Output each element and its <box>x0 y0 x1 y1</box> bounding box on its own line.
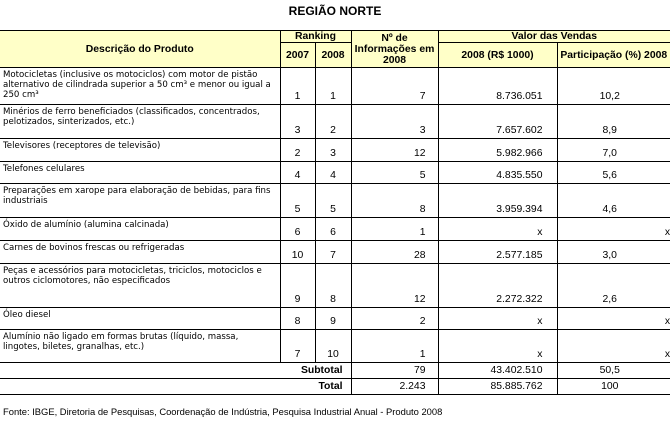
total-info: 2.243 <box>351 379 438 395</box>
header-ranking-2008: 2008 <box>315 43 351 68</box>
sales-value: 2.577.185 <box>438 241 557 264</box>
product-description: Minérios de ferro beneficiados (classificados, concentrados, pelotizados, sinterizados, etc.) <box>3 107 260 127</box>
sales-value: x <box>438 330 557 363</box>
table-title: REGIÃO NORTE <box>288 4 382 18</box>
table-row <box>0 218 670 241</box>
suppressed-marker <box>662 264 670 308</box>
ranking-2007: 7 <box>280 330 315 363</box>
informacoes-count: 3 <box>351 105 438 139</box>
ranking-2008: 7 <box>315 241 351 264</box>
header-valor-2008: 2008 (R$ 1000) <box>438 43 557 68</box>
ranking-2008: 2 <box>315 105 351 139</box>
informacoes-count: 2 <box>351 308 438 330</box>
suppressed-marker <box>662 241 670 264</box>
suppressed-marker <box>662 184 670 218</box>
ranking-2007: 2 <box>280 139 315 162</box>
informacoes-count: 5 <box>351 162 438 184</box>
participation-pct <box>557 308 662 330</box>
participation-pct <box>557 330 662 363</box>
table-row <box>0 105 670 139</box>
informacoes-count: 8 <box>351 184 438 218</box>
table-row <box>0 184 670 218</box>
header-valor-vendas: Valor das Vendas <box>438 31 670 43</box>
ranking-2007: 10 <box>280 241 315 264</box>
product-description: Óxido de alumínio (alumina calcinada) <box>3 220 169 230</box>
table-row <box>0 264 670 308</box>
header-informacoes: Nº de Informações em 2008 <box>351 31 438 68</box>
product-description: Telefones celulares <box>3 164 85 174</box>
header-descricao: Descrição do Produto <box>0 31 280 68</box>
ranking-2008: 3 <box>315 139 351 162</box>
product-description: Carnes de bovinos frescas ou refrigeradas <box>3 243 185 253</box>
participation-pct: 10,2 <box>557 68 662 105</box>
informacoes-count: 12 <box>351 264 438 308</box>
sales-value: 3.959.394 <box>438 184 557 218</box>
product-description: Motocicletas (inclusive os motociclos) com motor de pistão alternativo de cilindrada superior a 50 cm³ e menor ou igual a 250 cm³ <box>3 70 271 100</box>
suppressed-marker <box>662 68 670 105</box>
informacoes-count: 1 <box>351 218 438 241</box>
header-ranking: Ranking <box>280 31 351 43</box>
table-row <box>0 308 670 330</box>
suppressed-marker: x <box>664 349 670 360</box>
suppressed-marker <box>662 105 670 139</box>
participation-pct: 3,0 <box>557 241 662 264</box>
subtotal-row <box>0 363 670 379</box>
ranking-2007: 3 <box>280 105 315 139</box>
total-pct: 100 <box>557 379 662 395</box>
ranking-2007: 1 <box>280 68 315 105</box>
subtotal-label: Subtotal <box>0 363 351 379</box>
participation-pct: 2,6 <box>557 264 662 308</box>
suppressed-marker: x <box>664 227 670 238</box>
sales-value: 5.982.966 <box>438 139 557 162</box>
table-row <box>0 241 670 264</box>
suppressed-marker <box>662 139 670 162</box>
sales-value: 2.272.322 <box>438 264 557 308</box>
table-row <box>0 162 670 184</box>
ranking-2007: 4 <box>280 162 315 184</box>
subtotal-valor: 43.402.510 <box>438 363 557 379</box>
informacoes-count: 28 <box>351 241 438 264</box>
table-row <box>0 68 670 105</box>
ranking-2008: 6 <box>315 218 351 241</box>
participation-pct <box>557 218 662 241</box>
informacoes-count: 7 <box>351 68 438 105</box>
ranking-2007: 8 <box>280 308 315 330</box>
participation-pct: 8,9 <box>557 105 662 139</box>
header-ranking-2007: 2007 <box>280 43 315 68</box>
total-row <box>0 379 670 395</box>
header-participacao: Participação (%) 2008 <box>557 43 670 68</box>
sales-value: 7.657.602 <box>438 105 557 139</box>
suppressed-marker: x <box>664 316 670 327</box>
product-ranking-table <box>0 30 670 395</box>
ranking-2007: 9 <box>280 264 315 308</box>
participation-pct: 5,6 <box>557 162 662 184</box>
sales-value: x <box>438 308 557 330</box>
product-description: Peças e acessórios para motocicletas, triciclos, motociclos e outros ciclomotores, não especificados <box>3 266 262 286</box>
ranking-2008: 1 <box>315 68 351 105</box>
ranking-2007: 6 <box>280 218 315 241</box>
total-valor: 85.885.762 <box>438 379 557 395</box>
ranking-2008: 5 <box>315 184 351 218</box>
suppressed-marker <box>662 162 670 184</box>
informacoes-count: 12 <box>351 139 438 162</box>
subtotal-info: 79 <box>351 363 438 379</box>
sales-value: 8.736.051 <box>438 68 557 105</box>
table-row <box>0 139 670 162</box>
subtotal-pct: 50,5 <box>557 363 662 379</box>
product-description: Preparações em xarope para elaboração de bebidas, para fins industriais <box>3 186 271 206</box>
ranking-2008: 10 <box>315 330 351 363</box>
informacoes-count: 1 <box>351 330 438 363</box>
ranking-2008: 8 <box>315 264 351 308</box>
product-description: Alumínio não ligado em formas brutas (líquido, massa, lingotes, biletes, granalhas, etc.) <box>3 332 239 352</box>
sales-value: 4.835.550 <box>438 162 557 184</box>
participation-pct: 4,6 <box>557 184 662 218</box>
product-description: Óleo diesel <box>3 310 51 320</box>
sales-value: x <box>438 218 557 241</box>
ranking-2007: 5 <box>280 184 315 218</box>
source-note: Fonte: IBGE, Diretoria de Pesquisas, Coordenação de Indústria, Pesquisa Industrial Anual - Produto 2008 <box>3 406 443 417</box>
ranking-2008: 9 <box>315 308 351 330</box>
table-row <box>0 330 670 363</box>
participation-pct: 7,0 <box>557 139 662 162</box>
total-label: Total <box>0 379 351 395</box>
ranking-2008: 4 <box>315 162 351 184</box>
product-description: Televisores (receptores de televisão) <box>3 141 161 151</box>
